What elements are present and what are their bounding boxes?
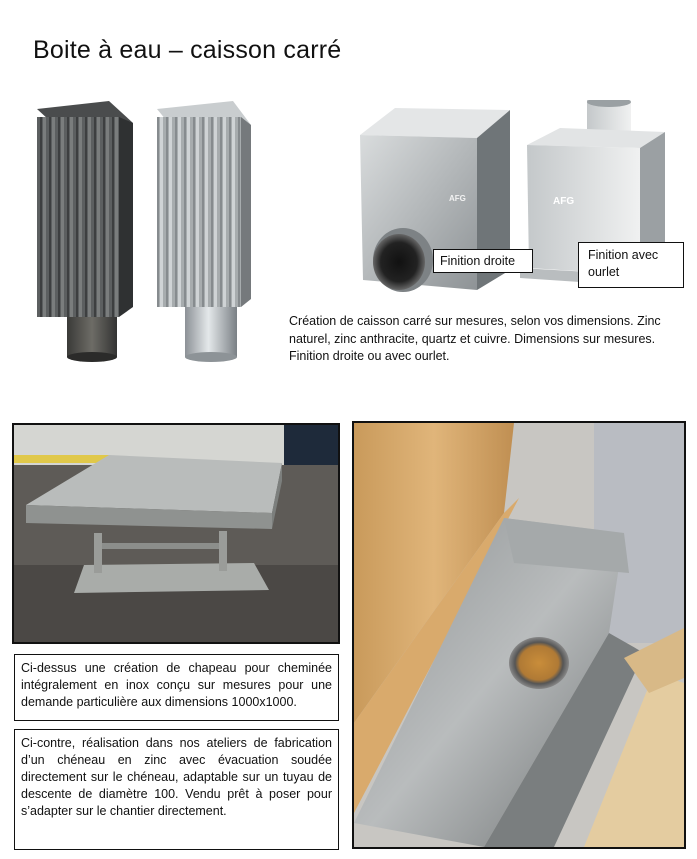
caisson-description: Création de caisson carré sur mesures, selon vos dimensions. Zinc naturel, zinc anthracite, quartz et cuivre. Dimensions sur mesures. Finition droite ou avec ourlet.	[289, 314, 661, 363]
page-title: Boite à eau – caisson carré	[33, 36, 342, 64]
afg-logo-right: AFG	[553, 196, 575, 207]
cheneau-description: Ci-contre, réalisation dans nos ateliers de fabrication d’un chéneau en zinc avec évacuation soudée directement sur le chéneau, adaptable sur un tuyau de descente de diamètre 100. Vendu prêt à poser pour s’adapter sur le chantier directement.	[14, 729, 339, 850]
gutter-photo	[352, 421, 686, 849]
chimney-hat-photo	[12, 423, 340, 644]
label-finition-ourlet-text: Finition avec ourlet	[588, 248, 659, 279]
label-finition-droite: Finition droite	[433, 249, 533, 273]
rainwater-boxes-photo	[25, 95, 265, 365]
chapeau-description: Ci-dessus une création de chapeau pour cheminée intégralement en inox conçu sur mesures pour une demande particulière aux dimensions 1000x1000.	[14, 654, 339, 721]
afg-logo-left: AFG	[449, 194, 466, 203]
label-finition-ourlet	[578, 242, 684, 288]
